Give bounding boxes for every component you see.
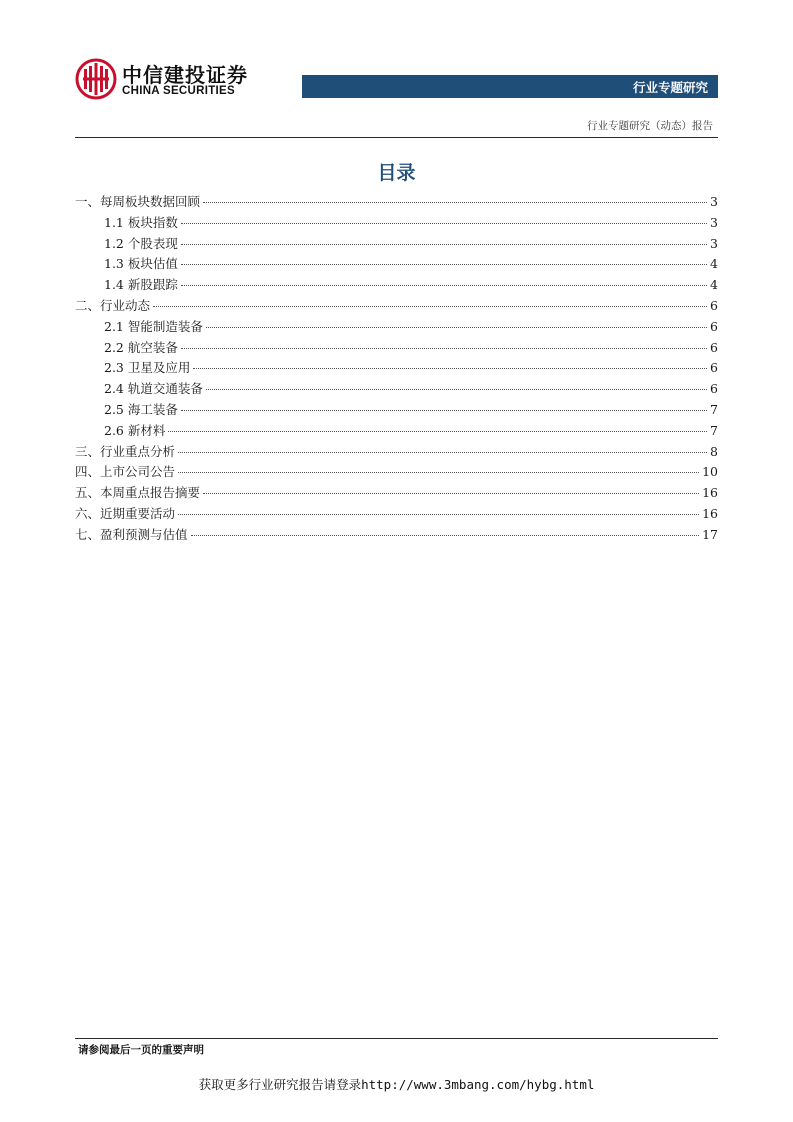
toc-entry-page: 17 [702,526,718,542]
toc-entry[interactable] [75,483,718,504]
footer-divider [75,1038,718,1039]
toc-entry[interactable] [75,338,718,359]
toc-leader-dots [191,534,700,536]
toc-entry-label: 二、行业动态 [75,297,151,313]
table-of-contents [75,192,718,546]
toc-entry-label: 四、上市公司公告 [75,464,176,480]
toc-entry-label: 2.5 海工装备 [104,401,178,417]
toc-entry-page: 6 [710,318,718,334]
toc-entry-label: 2.2 航空装备 [104,339,178,355]
toc-entry-page: 10 [702,464,718,480]
toc-leader-dots [181,284,707,286]
toc-entry-label: 2.3 卫星及应用 [104,360,191,376]
toc-leader-dots [178,513,699,515]
toc-leader-dots [181,243,707,245]
toc-entry-page: 4 [710,256,718,272]
company-logo [75,58,255,102]
toc-entry-label: 2.1 智能制造装备 [104,318,203,334]
toc-entry[interactable] [75,234,718,255]
toc-entry-label: 1.4 新股跟踪 [104,277,178,293]
toc-entry-label: 三、行业重点分析 [75,443,176,459]
toc-entry-page: 16 [702,505,718,521]
toc-entry-page: 4 [710,277,718,293]
toc-entry[interactable] [75,421,718,442]
toc-entry-page: 6 [710,297,718,313]
toc-entry[interactable] [75,317,718,338]
toc-entry-page: 8 [710,443,718,459]
header-divider [75,137,718,138]
toc-leader-dots [168,430,707,432]
toc-entry[interactable] [75,379,718,400]
toc-entry-page: 3 [710,194,718,209]
toc-leader-dots [181,222,707,224]
toc-entry-page: 6 [710,381,718,397]
china-securities-logo-icon [75,58,117,100]
toc-entry-label: 七、盈利预测与估值 [75,526,188,542]
toc-title: 目录 [377,162,416,184]
toc-entry[interactable] [75,192,718,213]
toc-entry[interactable] [75,400,718,421]
toc-entry-page: 6 [710,360,718,376]
toc-leader-dots [206,388,707,390]
toc-entry[interactable] [75,504,718,525]
toc-entry[interactable] [75,358,718,379]
toc-entry-page: 3 [710,214,718,230]
toc-entry[interactable] [75,296,718,317]
toc-leader-dots [181,263,707,265]
toc-leader-dots [153,305,707,307]
toc-entry[interactable] [75,254,718,275]
footer-disclaimer: 请参阅最后一页的重要声明 [78,1044,204,1056]
toc-leader-dots [178,451,707,453]
category-banner [302,75,718,98]
toc-entry-page: 6 [710,339,718,355]
toc-leader-dots [181,409,707,411]
toc-entry-label: 六、近期重要活动 [75,505,176,521]
promo-link-text[interactable]: 获取更多行业研究报告请登录http://www.3mbang.com/hybg.html [198,1077,595,1092]
category-tag: 行业专题研究 [632,80,708,95]
toc-entry-page: 3 [710,235,718,251]
toc-entry-label: 2.4 轨道交通装备 [104,381,203,397]
toc-entry[interactable] [75,442,718,463]
toc-leader-dots [181,347,707,349]
toc-entry-label: 一、每周板块数据回顾 [75,194,201,209]
toc-entry[interactable] [75,525,718,546]
toc-entry-label: 五、本周重点报告摘要 [75,485,201,501]
toc-entry-label: 2.6 新材料 [104,422,166,438]
toc-entry-page: 7 [710,422,718,438]
toc-leader-dots [178,471,699,473]
toc-leader-dots [206,326,707,328]
toc-entry-label: 1.1 板块指数 [104,214,178,230]
toc-entry[interactable] [75,275,718,296]
logo-english-name: CHINA SECURITIES [122,85,235,97]
toc-entry-page: 16 [702,485,718,501]
toc-entry[interactable] [75,213,718,234]
toc-leader-dots [193,367,707,369]
toc-entry[interactable] [75,462,718,483]
toc-entry-page: 7 [710,401,718,417]
toc-leader-dots [203,492,699,494]
toc-leader-dots [203,201,707,203]
toc-entry-label: 1.2 个股表现 [104,235,178,251]
logo-chinese-name: 中信建投证券 [122,63,248,87]
toc-entry-label: 1.3 板块估值 [104,256,178,272]
report-type: 行业专题研究（动态）报告 [587,120,713,132]
